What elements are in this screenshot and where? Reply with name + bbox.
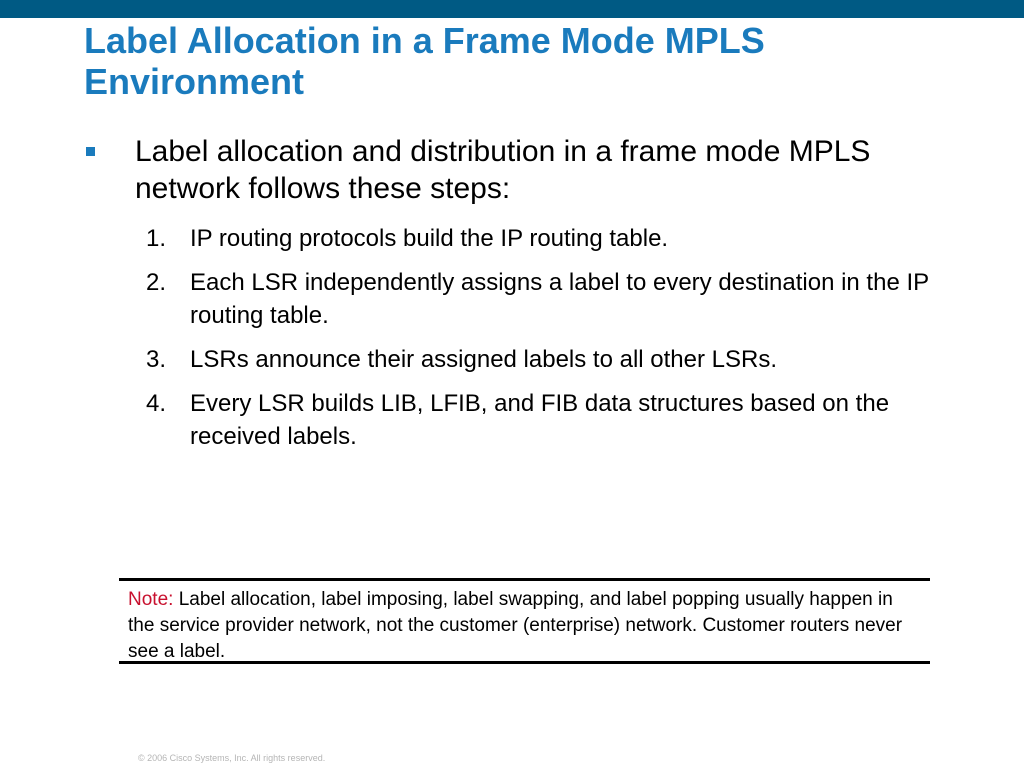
step-number: 2.	[146, 269, 167, 296]
step-item	[146, 343, 966, 376]
step-text: IP routing protocols build the IP routing table.	[190, 225, 669, 252]
note-text-block	[128, 587, 918, 665]
note-text: Label allocation, label imposing, label swapping, and label popping usually happen in the service provider network, not the customer (enterprise) network. Customer routers never see a label.	[128, 589, 903, 662]
main-bullet-text: Label allocation and distribution in a frame mode MPLS network follows these steps:	[135, 135, 871, 205]
top-bar	[0, 0, 1024, 18]
step-text: LSRs announce their assigned labels to all other LSRs.	[190, 346, 778, 373]
step-text: Every LSR builds LIB, LFIB, and FIB data structures based on the received labels.	[190, 390, 890, 450]
slide-title-line-1: Label Allocation in a Frame Mode MPLS	[84, 20, 765, 61]
step-number: 4.	[146, 390, 167, 417]
note-label: Note:	[128, 589, 174, 610]
step-number: 3.	[146, 346, 167, 373]
slide-title	[84, 20, 984, 102]
copyright-footer: © 2006 Cisco Systems, Inc. All rights reserved.	[138, 753, 326, 763]
step-text: Each LSR independently assigns a label to every destination in the IP routing table.	[190, 269, 929, 329]
step-item	[146, 266, 966, 332]
step-item	[146, 387, 966, 453]
square-bullet-icon	[86, 147, 95, 156]
note-box	[119, 578, 930, 664]
step-item	[146, 222, 966, 255]
steps-list	[146, 222, 966, 464]
slide-title-line-2: Environment	[84, 61, 305, 102]
step-number: 1.	[146, 225, 167, 252]
